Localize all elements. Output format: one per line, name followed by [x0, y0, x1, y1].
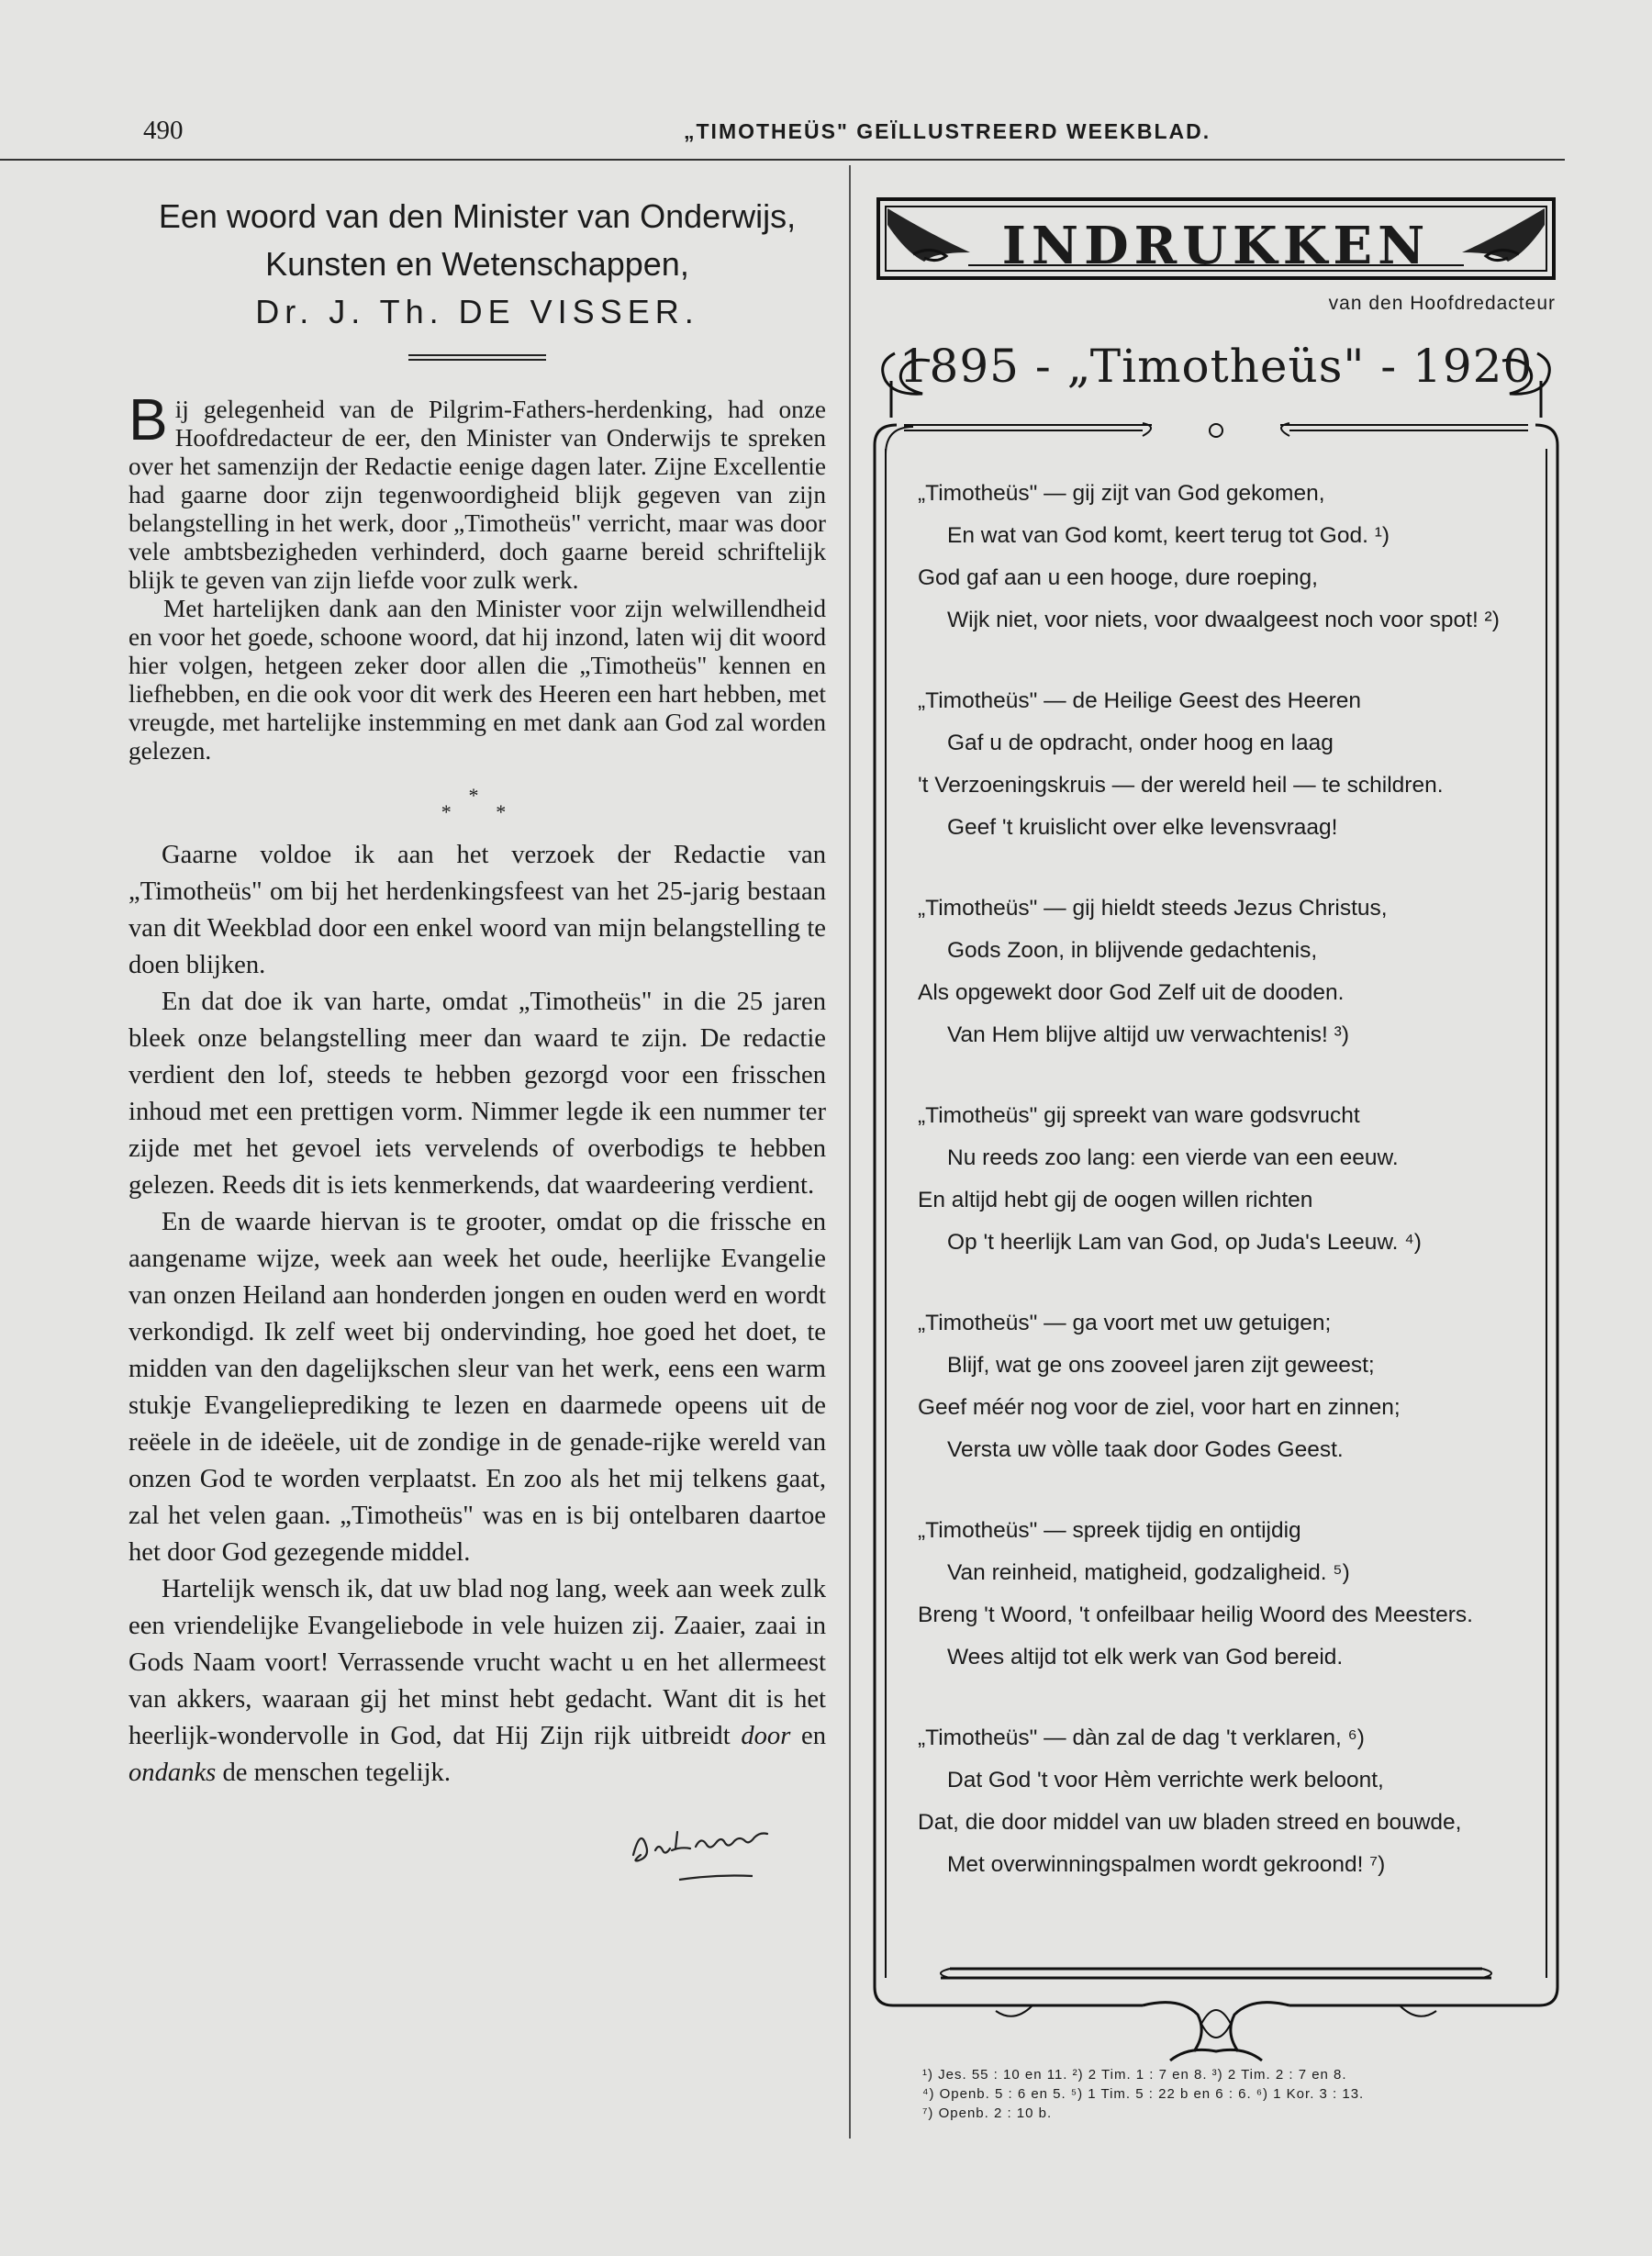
poem-stanza-3 — [918, 888, 1542, 1056]
minister-letter — [128, 837, 826, 1792]
poem-line: Nu reeds zoo lang: een vierde van een eeuw. — [947, 1145, 1399, 1170]
footnote-line: ¹) Jes. 55 : 10 en 11. ²) 2 Tim. 1 : 7 en 8. ³) 2 Tim. 2 : 7 en 8. — [922, 2067, 1347, 2083]
article-column — [128, 193, 826, 1887]
article-title-line-2: Kunsten en Wetenschappen, — [265, 245, 689, 283]
poem-stanza-7 — [918, 1717, 1542, 1886]
poem-line: Breng 't Woord, 't onfeilbaar heilig Woord des Meesters. — [918, 1603, 1473, 1627]
anniversary-title: 1895 - „Timotheüs" - 1920 — [899, 340, 1534, 393]
poem-line: „Timotheüs" gij spreekt van ware godsvrucht — [918, 1103, 1360, 1128]
asterism-divider: * * * — [441, 784, 514, 823]
drop-cap: B — [128, 386, 168, 452]
poem-line: En wat van God komt, keert terug tot God. ¹) — [947, 523, 1390, 548]
poem-line: „Timotheüs" — de Heilige Geest des Heeren — [918, 688, 1362, 713]
italic-door: door — [741, 1722, 791, 1750]
poem-line: „Timotheüs" — gij zijt van God gekomen, — [918, 481, 1325, 506]
intro-paragraph-1 — [128, 386, 826, 595]
poem-line: Als opgewekt door God Zelf uit de dooden. — [918, 980, 1345, 1005]
poem-line: „Timotheüs" — gij hieldt steeds Jezus Christus, — [918, 896, 1388, 921]
header-rule — [0, 159, 1565, 161]
article-intro — [128, 386, 826, 765]
poem-line: 't Verzoeningskruis — der wereld heil — te schildren. — [918, 773, 1444, 798]
letter-paragraph: En de waarde hiervan is te grooter, omdat op die frissche en aangename wijze, week aan week het oude, heerlijke Evangelie van onzen Heiland aan honderden jongen en ouden werd en wordt verkondigd. Ik zelf weet bij ondervinding, hoe goed het doet, te midden van den dagelijkschen sleur van het werk, eens een warm stukje Evangelieprediking te lezen en daarmede opeens uit de reëele in de ideëele, uit de zondige in de genade-rijke wereld van onzen God te worden verplaatst. En zoo als het mij telkens gaat, zal het velen gaan. „Timotheüs" was en is bij ontelbaren daartoe het door God gezegende middel. — [128, 1208, 826, 1567]
poem-line: Dat, die door middel van uw bladen streed en bouwde, — [918, 1810, 1462, 1835]
poem-line: Van reinheid, matigheid, godzaligheid. ⁵) — [947, 1560, 1350, 1585]
poem-line: Versta uw vòlle taak door Godes Geest. — [947, 1437, 1344, 1462]
poem-line: Wijk niet, voor niets, voor dwaalgeest noch voor spot! ²) — [947, 608, 1500, 632]
poem-line: Wees altijd tot elk werk van God bereid. — [947, 1645, 1344, 1670]
poem-stanza-4 — [918, 1095, 1542, 1264]
indrukken-banner — [876, 188, 1556, 289]
poem-footnotes — [922, 2065, 1528, 2123]
poem-line: En altijd hebt gij de oogen willen richten — [918, 1188, 1313, 1212]
poem-line: Blijf, wat ge ons zooveel jaren zijt geweest; — [947, 1353, 1375, 1378]
indrukken-column — [867, 188, 1565, 2121]
banner-title: INDRUKKEN — [1001, 216, 1431, 276]
poem-line: „Timotheüs" — spreek tijdig en ontijdig — [918, 1518, 1301, 1543]
byline: van den Hoofdredacteur — [1328, 293, 1556, 314]
poem-stanza-6 — [918, 1510, 1542, 1679]
anniversary-poem — [918, 473, 1542, 1925]
intro-paragraph-1-text: ij gelegenheid van de Pilgrim-Fathers-herdenking, had onze Hoofdredacteur de eer, den Minister van Onderwijs te spreken over het samenzijn der Redactie eenige dagen later. Zijne Excellentie had gaarne door zijn tegenwoordigheid blijk gegeven van zijn belangstelling in het werk, door „Timotheüs" verricht, maar was door vele ambtsbezigheden verhinderd, doch gaarne bereid schriftelijk blijk te geven van zijn liefde voor zulk werk. — [128, 396, 826, 594]
poem-line: Gaf u de opdracht, onder hoog en laag — [947, 731, 1334, 755]
letter-paragraph: En dat doe ik van harte, omdat „Timotheüs" in die 25 jaren bleek onze belangstelling meer dan waard te zijn. De redactie verdient den lof, steeds te hebben gezorgd voor een frisschen inhoud met een prettigen vorm. Nimmer legde ik een nummer ter zijde met het gevoel iets vervelends of overbodigs te hebben gelezen. Reeds dit is iets kenmerkends, dat waardeering verdient. — [128, 988, 826, 1200]
italic-ondanks: ondanks — [128, 1759, 217, 1787]
publication-title: „TIMOTHEÜS" GEÏLLUSTREERD WEEKBLAD. — [684, 119, 1211, 143]
poem-stanza-2 — [918, 680, 1542, 849]
poem-line: Dat God 't voor Hèm verrichte werk beloont, — [947, 1768, 1384, 1793]
poem-line: Met overwinningspalmen wordt gekroond! ⁷) — [947, 1852, 1386, 1877]
letter-closing-paragraph: Hartelijk wensch ik, dat uw blad nog lang, week aan week zulk een vriendelijke Evangeliebode in vele huizen zij. Zaaier, zaai in Gods Naam voort! Verrassende vrucht wacht u en het allermeest van akkers, waaraan gij het minst hebt gedacht. Want dit is het heerlijk-wondervolle in God, dat Hij Zijn rijk uitbreidt door en ondanks de menschen tegelijk. — [128, 1575, 826, 1787]
letter-paragraph: Gaarne voldoe ik aan het verzoek der Redactie van „Timotheüs" om bij het herdenkingsfeest van het 25-jarig bestaan van dit Weekblad door een enkel woord van mijn belangstelling te doen blijken. — [128, 841, 826, 979]
footnote-line: ⁷) Openb. 2 : 10 b. — [922, 2105, 1053, 2121]
poem-line: Van Hem blijve altijd uw verwachtenis! ³) — [947, 1022, 1349, 1047]
poem-stanza-1 — [918, 473, 1542, 642]
poem-stanza-5 — [918, 1302, 1542, 1471]
page-number: 490 — [143, 116, 184, 145]
column-divider — [849, 165, 851, 2139]
footnote-line: ⁴) Openb. 5 : 6 en 5. ⁵) 1 Tim. 5 : 22 b en 6 : 6. ⁶) 1 Kor. 3 : 13. — [922, 2086, 1365, 2102]
anniversary-frame — [867, 335, 1565, 2121]
article-title-line-1: Een woord van den Minister van Onderwijs, — [158, 197, 797, 235]
poem-line: Op 't heerlijk Lam van God, op Juda's Leeuw. ⁴) — [947, 1230, 1422, 1255]
intro-paragraph-2: Met hartelijken dank aan den Minister voor zijn welwillendheid en voor het goede, schoone woord, dat hij inzond, laten wij dit woord hier volgen, hetgeen zeker door allen die „Timotheüs" kennen en liefhebben, en die ook voor dit werk des Heeren een hart hebben, met vreugde, met hartelijke instemming en met dank aan God zal worden gelezen. — [128, 595, 826, 765]
poem-line: „Timotheüs" — dàn zal de dag 't verklaren, ⁶) — [918, 1726, 1365, 1750]
title-double-rule — [408, 354, 546, 361]
poem-line: Gods Zoon, in blijvende gedachtenis, — [947, 938, 1318, 963]
article-title-line-3: Dr. J. Th. DE VISSER. — [255, 293, 699, 330]
poem-line: Geef 't kruislicht over elke levensvraag! — [947, 815, 1338, 840]
poem-line: Geef méér nog voor de ziel, voor hart en zinnen; — [918, 1395, 1401, 1420]
poem-line: „Timotheüs" — ga voort met uw getuigen; — [918, 1311, 1332, 1335]
article-title — [128, 193, 826, 336]
poem-line: God gaf aan u een hooge, dure roeping, — [918, 565, 1318, 590]
handwritten-signature — [624, 1804, 826, 1887]
running-header — [138, 112, 1565, 152]
